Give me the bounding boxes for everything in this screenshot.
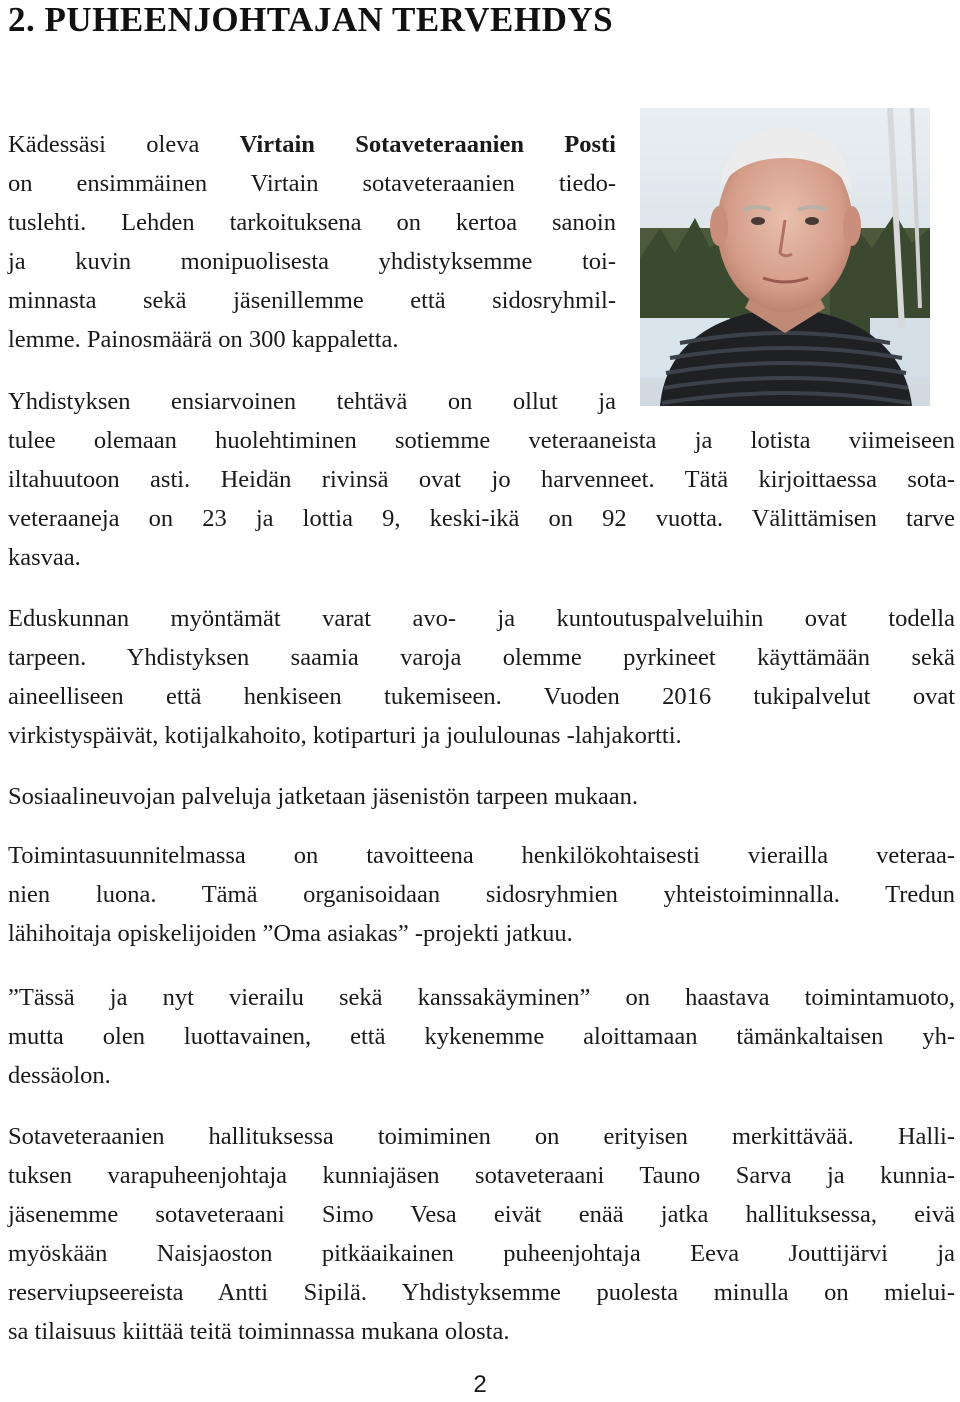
intro-line-5: minnasta sekä jäsenillemme että sidosryhmil- [8, 287, 616, 314]
p7-line-3: jäsenemme sotaveteraani Simo Vesa eivät enää jatka hallituksessa, eivä [8, 1201, 955, 1228]
chairman-portrait-photo [640, 108, 930, 406]
p6-line-1: ”Tässä ja nyt vierailu sekä kanssakäyminen” on haastava toimintamuoto, [8, 984, 955, 1011]
p2-line-3: iltahuutoon asti. Heidän rivinsä ovat jo harvenneet. Tätä kirjoittaessa sota- [8, 466, 955, 493]
paragraph-plan [8, 836, 955, 953]
paragraph-funding [8, 599, 955, 755]
p7-line-6: sa tilaisuus kiittää teitä toiminnassa mukana olosta. [8, 1318, 510, 1345]
intro-line-6: lemme. Painosmäärä on 300 kappaletta. [8, 326, 399, 353]
page-title: 2. PUHEENJOHTAJAN TERVEHDYS [8, 0, 614, 39]
p2-line-4: veteraaneja on 23 ja lottia 9, keski-ikä on 92 vuotta. Välittämisen tarve [8, 505, 955, 532]
p3-line-4: virkistyspäivät, kotijalkahoito, kotiparturi ja joululounas -lahjakortti. [8, 722, 682, 749]
paragraph-social-advisor [8, 777, 955, 816]
intro-line-2: on ensimmäinen Virtain sotaveteraanien tiedo- [8, 170, 616, 197]
newsletter-name: Virtain Sotaveteraanien Posti [239, 131, 616, 158]
p7-line-1: Sotaveteraanien hallituksessa toimiminen on erityisen merkittävää. Halli- [8, 1123, 955, 1150]
p3-line-2: tarpeen. Yhdistyksen saamia varoja olemme pyrkineet käyttämään sekä [8, 644, 955, 671]
p3-line-3: aineelliseen että henkiseen tukemiseen. Vuoden 2016 tukipalvelut ovat [8, 683, 955, 710]
intro-line-3: tuslehti. Lehden tarkoituksena on kertoa sanoin [8, 209, 616, 236]
intro-line-4: ja kuvin monipuolisesta yhdistyksemme toi- [8, 248, 616, 275]
intro-line-1-text: Kädessäsi oleva [8, 131, 240, 158]
p7-line-2: tuksen varapuheenjohtaja kunniajäsen sotaveteraani Tauno Sarva ja kunnia- [8, 1162, 955, 1189]
intro-line-1 [8, 125, 616, 164]
page-number: 2 [473, 1371, 487, 1398]
p7-line-5: reserviupseereista Antti Sipilä. Yhdistyksemme puolesta minulla on mielui- [8, 1279, 955, 1306]
p3-line-1: Eduskunnan myöntämät varat avo- ja kuntoutuspalveluihin ovat todella [8, 605, 955, 632]
p5-line-3: lähihoitaja opiskelijoiden ”Oma asiakas” -projekti jatkuu. [8, 920, 573, 947]
p2-line-1: Yhdistyksen ensiarvoinen tehtävä on ollut ja [8, 388, 616, 415]
p4-line-1: Sosiaalineuvojan palveluja jatketaan jäsenistön tarpeen mukaan. [8, 783, 638, 810]
intro-paragraph [8, 125, 616, 359]
p2-line-5: kasvaa. [8, 544, 81, 571]
p6-line-2: mutta olen luottavainen, että kykenemme aloittamaan tämänkaltaisen yh- [8, 1023, 955, 1050]
p5-line-1: Toimintasuunnitelmassa on tavoitteena henkilökohtaisesti vierailla veteraa- [8, 842, 955, 869]
p7-line-4: myöskään Naisjaoston pitkäaikainen puheenjohtaja Eeva Jouttijärvi ja [8, 1240, 955, 1267]
p2-line-2: tulee olemaan huolehtiminen sotiemme veteraaneista ja lotista viimeiseen [8, 427, 955, 454]
paragraph-quote [8, 978, 955, 1095]
paragraph-duties [8, 382, 955, 577]
p5-line-2: nien luona. Tämä organisoidaan sidosryhmien yhteistoiminnalla. Tredun [8, 881, 955, 908]
paragraph-board [8, 1117, 955, 1351]
p6-line-3: dessäolon. [8, 1062, 111, 1089]
